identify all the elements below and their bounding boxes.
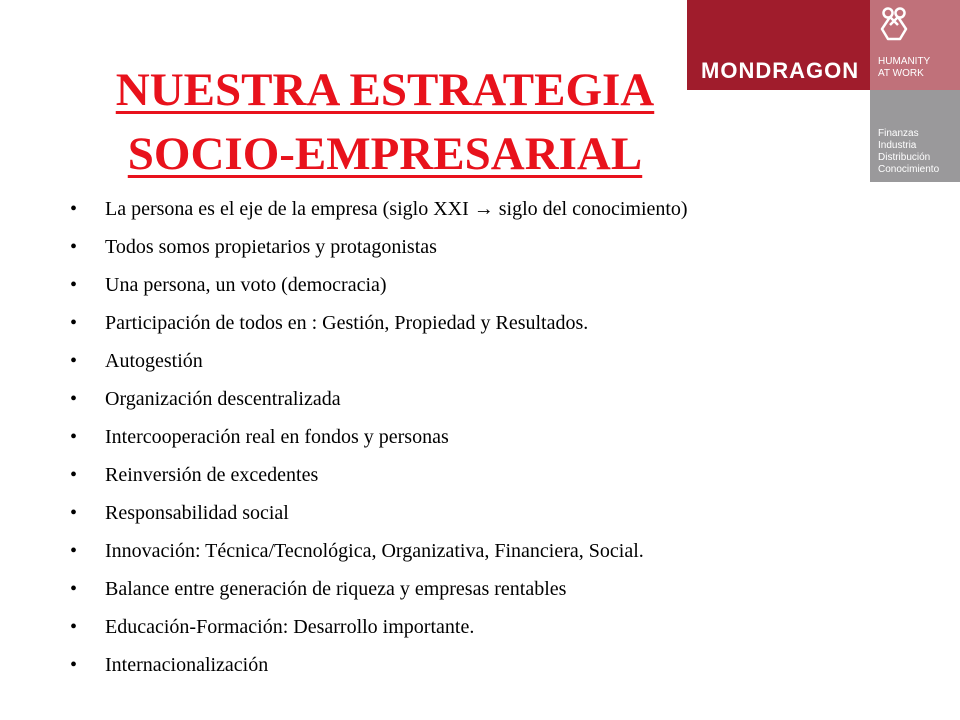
bullet-item: • Internacionalización	[68, 653, 858, 677]
bullet-item: • Una persona, un voto (democracia)	[68, 273, 858, 297]
logo-tagline-line-1: HUMANITY	[878, 56, 931, 67]
slide-title-line-2: SOCIO-EMPRESARIAL	[127, 128, 643, 180]
logo-division: Distribución	[878, 152, 931, 163]
strategy-bullet-list	[68, 197, 858, 691]
logo-wordmark: MONDRAGON	[701, 58, 860, 83]
bullet-item: • Educación-Formación: Desarrollo importante.	[68, 615, 858, 639]
logo-divisions-panel	[870, 90, 960, 182]
logo-division: Industria	[878, 140, 917, 151]
bullet-item: • Autogestión	[68, 349, 858, 373]
logo-division: Conocimiento	[878, 164, 940, 175]
bullet-item: • Responsabilidad social	[68, 501, 858, 525]
bullet-item: • La persona es el eje de la empresa (siglo XXI → siglo del conocimiento)	[68, 197, 858, 221]
bullet-item: • Participación de todos en : Gestión, Propiedad y Resultados.	[68, 311, 858, 335]
bullet-item: • Balance entre generación de riqueza y empresas rentables	[68, 577, 858, 601]
bullet-item: • Todos somos propietarios y protagonistas	[68, 235, 858, 259]
bullet-item: • Intercooperación real en fondos y personas	[68, 425, 858, 449]
logo-tagline	[878, 56, 930, 80]
slide-title	[40, 58, 730, 186]
mondragon-logo	[687, 0, 870, 90]
bullet-item: • Reinversión de excedentes	[68, 463, 858, 487]
logo-humanity-panel	[870, 0, 960, 90]
slide-title-line-1: NUESTRA ESTRATEGIA	[115, 64, 655, 116]
mondragon-human-figure-icon	[878, 7, 910, 43]
logo-division: Finanzas	[878, 128, 919, 139]
logo-tagline-line-2: AT WORK	[878, 68, 924, 79]
bullet-item: • Organización descentralizada	[68, 387, 858, 411]
bullet-item: • Innovación: Técnica/Tecnológica, Organizativa, Financiera, Social.	[68, 539, 858, 563]
logo-divisions	[878, 128, 939, 176]
